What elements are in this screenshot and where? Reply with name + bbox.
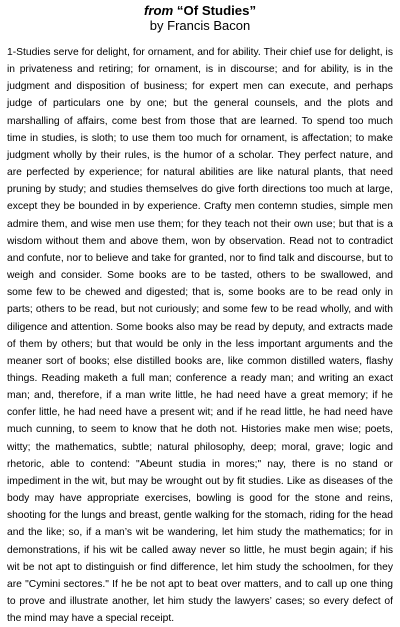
essay-byline: by Francis Bacon — [149, 18, 251, 33]
essay-body-paragraph: 1-Studies serve for delight, for ornament, and for ability. Their chief use for delight, is in privateness and retiring; for ornament, is in discourse; and for ability, is in the judgment and disposition of business; for expert men can execute, and perhaps judge of particulars one by one; but the general counsels, and the plots and marshalling of affairs, come best from those that are learned. To spend too much time in studies, is sloth; to use them too much for ornament, is affectation; to make judgment wholly by their rules, is the humor of a scholar. They perfect nature, and are perfected by experience; for natural abilities are like natural plants, that need pruning by study; and studies themselves do give forth directions too much at large, except they be bounded in by experience. Crafty men contemn studies, simple men admire them, and wise men use them; for they teach not their own use; but that is a wisdom without them and above them, won by observation. Read not to contradict and confute, nor to believe and take for granted, nor to find talk and discourse, but to weigh and consider. Some books are to be tasted, others to be swallowed, and some few to be chewed and digested; that is, some books are to be read only in parts; others to be read, but not curiously; and some few to be read wholly, and with diligence and attention. Some books also may be read by deputy, and extracts made of them by others; but that would be only in the less important arguments and the meaner sort of books; else distilled books are, like common distilled waters, flashy things. Reading maketh a full man; conference a ready man; and writing an exact man; and, therefore, if a man write little, he had need have a great memory; if he confer little, he had need have a present wit; and if he read little, he had need have much cunning, to seem to know that he doth not. Histories make men wise; poets, witty; the mathematics, subtle; natural philosophy, deep; moral, grave; logic and rhetoric, able to contend: "Abeunt studia in mores;" nay, there is no stand or impediment in the wit, but may be wrought out by fit studies. Like as diseases of the body may have appropriate exercises, bowling is good for the stone and reins, shooting for the lungs and breast, gentle walking for the stomach, riding for the head and the like; so, if a man’s wit be wandering, let him study the mathematics; for in demonstrations, if his wit be called away never so little, he must begin again; if his wit be not apt to distinguish or find difference, let him study the schoolmen, for they are "Cymini sectores." If he be not apt to beat over matters, and to call up one thing to prove and illustrate another, let him study the lawyers’ cases; so every defect of the mind may have a special receipt. — [7, 47, 393, 625]
title-text: “Of Studies” — [176, 3, 257, 18]
document-header — [0, 3, 400, 33]
essay-title — [0, 3, 400, 18]
title-from-label: from — [143, 3, 174, 18]
